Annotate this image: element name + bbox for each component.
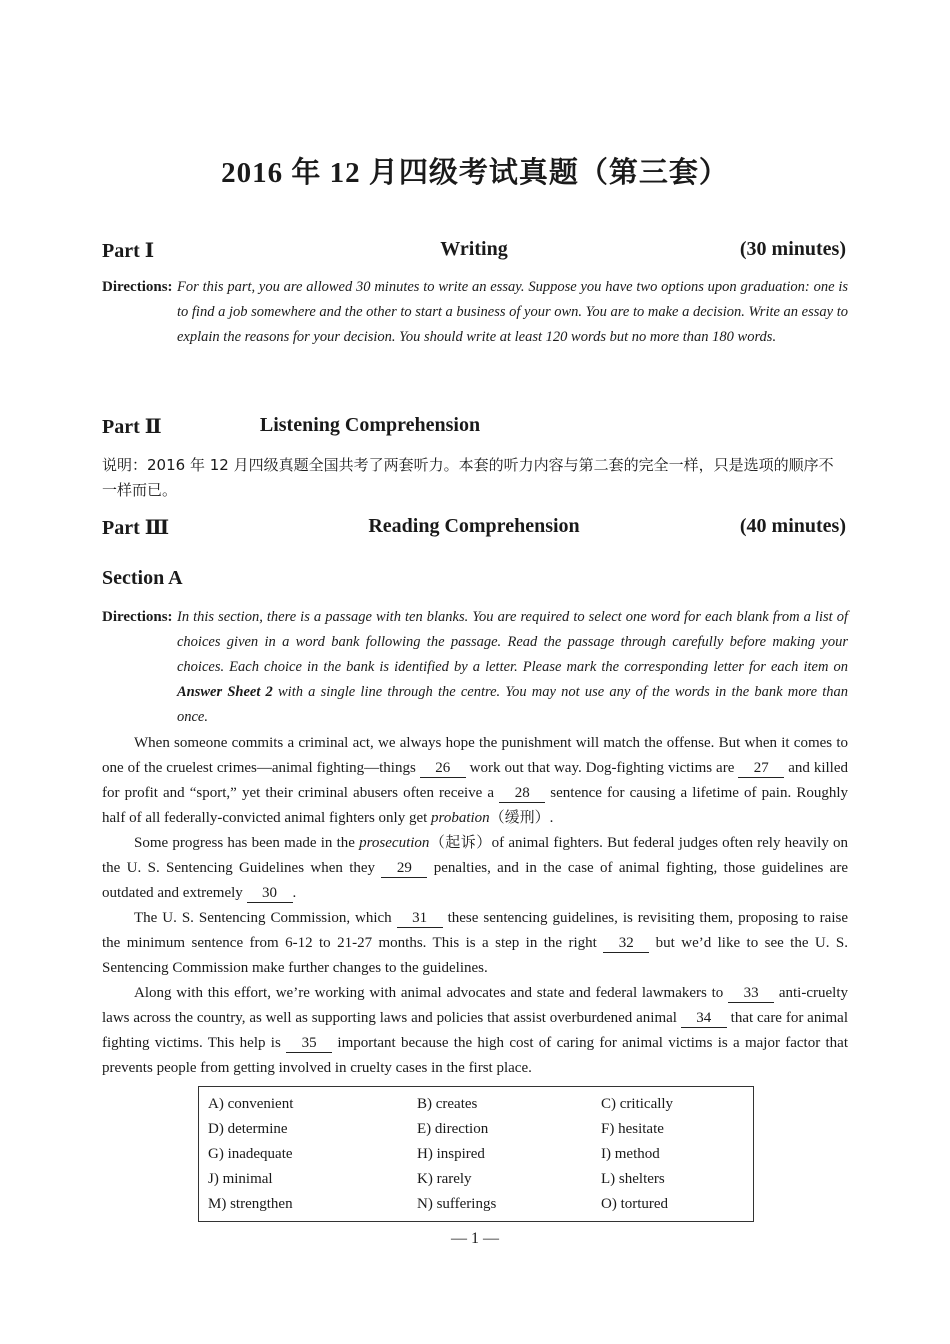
part-1-label: Part Ⅰ [102,240,155,262]
blank-26: 26 [420,759,466,778]
page-title: 2016 年 12 月四级考试真题（第三套） [221,157,729,189]
blank-32: 32 [603,934,649,953]
part-1-time: (30 minutes) [739,238,846,260]
part-3-name: Reading Comprehension [368,515,580,537]
word-bank-option: A) convenient [208,1096,294,1112]
blank-30: 30 [247,884,293,903]
part-1-directions: For this part, you are allowed 30 minutes to write an essay. Suppose you have two options upon graduation: one is to find a job somewhere and the other to start a business of your own. You are to make a decision. Write an essay to explain the reasons for your decision. You should write at least 120 words but no more than 180 words. [177,279,848,345]
part-1-header [102,238,846,268]
part-3-time: (40 minutes) [739,515,846,537]
passage-paragraph-3: The U. S. Sentencing Commission, which 31 these sentencing guidelines, is revisiting them, proposing to raise the minimum sentence from 6-12 to 21-27 months. This is a step in the right 32 but we’d like to see the U. S. Sentencing Commission make further changes to the guidelines. [102,910,848,976]
word-bank-option: E) direction [417,1121,489,1137]
section-a-heading: Section A [102,567,183,589]
word-bank-option: K) rarely [417,1171,472,1187]
word-bank-option: I) method [601,1146,660,1162]
part-2-label: Part Ⅱ [102,416,162,438]
answer-sheet-ref: Answer Sheet 2 [177,684,273,700]
word-bank-option: O) tortured [601,1196,669,1212]
blank-29: 29 [381,859,427,878]
word-bank-option: C) critically [601,1096,674,1112]
part-2-header [102,414,846,444]
blank-28: 28 [499,784,545,803]
page-number: — 1 — [451,1230,499,1247]
word-bank-option: D) determine [208,1121,288,1137]
word-bank-option: J) minimal [208,1171,273,1187]
part-1-name: Writing [440,238,508,260]
blank-31: 31 [397,909,443,928]
part-3-header [102,515,846,545]
blank-35: 35 [286,1034,332,1053]
word-bank [198,1086,754,1222]
section-a-directions: In this section, there is a passage with ten blanks. You are required to select one word for each blank from a list of choices given in a word bank following the passage. Read the passage through carefully before making your choices. Each choice in the bank is identified by a letter. Please mark the corresponding letter for each item on Answer Sheet 2 with a single line through the centre. You may not use any of the words in the bank more than once. [177,609,848,725]
word-bank-option: L) shelters [601,1171,665,1187]
blank-34: 34 [681,1009,727,1028]
passage-paragraph-2: Some progress has been made in the prosecution（起诉）of animal fighters. But federal judges often rely heavily on the U. S. Sentencing Guidelines when they 29 penalties, and in the case of animal fighting, those guidelines are outdated and extremely 30 . [102,835,849,901]
term-prosecution: prosecution [359,835,430,851]
term-probation: probation [431,810,490,826]
passage-paragraph-1: When someone commits a criminal act, we always hope the punishment will match the offense. But when it comes to one of the cruelest crimes—animal fighting—things 26 work out that way. Dog-fighting victims are 27 and killed for profit and “sport,” yet their criminal abusers often receive a 28 sentence for causing a lifetime of pain. Roughly half of all federally-convicted animal fighters only get probation（缓刑）. [102,735,849,826]
word-bank-option: H) inspired [417,1146,485,1162]
word-bank-option: G) inadequate [208,1146,293,1162]
blank-33: 33 [728,984,774,1003]
part-1-directions-label: Directions: [102,279,173,295]
blank-27: 27 [738,759,784,778]
word-bank-option: B) creates [417,1096,478,1112]
word-bank-option: F) hesitate [601,1121,664,1137]
section-a-directions-label: Directions: [102,609,173,625]
part-3-label: Part Ⅲ [102,517,170,539]
part-2-name: Listening Comprehension [259,414,481,436]
word-bank-option: N) sufferings [417,1196,497,1212]
word-bank-option: M) strengthen [208,1196,293,1212]
part-2-note: 说明：2016 年 12 月四级真题全国共考了两套听力。本套的听力内容与第二套的完全一样，只是选项的顺序不一样而已。 [102,456,834,499]
passage-paragraph-4: Along with this effort, we’re working with animal advocates and state and federal lawmakers to 33 anti-cruelty laws across the country, as well as supporting laws and policies that assist overburdened animal 34 that care for animal fighting victims. This help is 35 important because the high cost of caring for animal victims is a major factor that prevents people from getting involved in cruelty cases in the first place. [102,985,849,1076]
